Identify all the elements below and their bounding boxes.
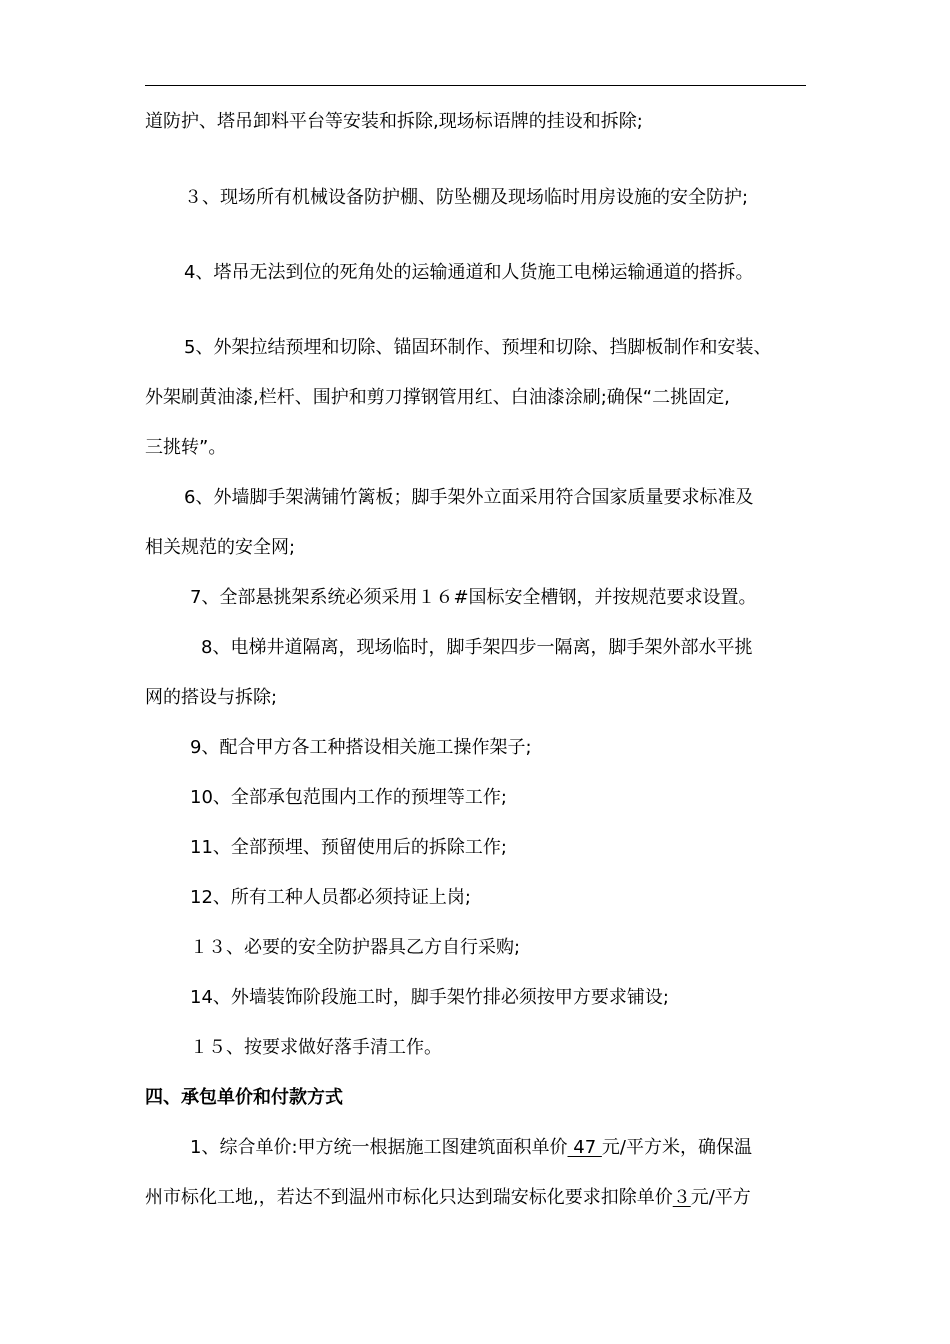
price-text-c: 州市标化工地,，若达不到温州市标化只达到瑞安标化要求扣除单价 xyxy=(145,1187,673,1208)
item-5-line-1: 5、外架拉结预埋和切除、锚固环制作、预埋和切除、挡脚板制作和安装、 xyxy=(184,337,772,358)
item-5-line-3: 三挑转”。 xyxy=(145,437,227,458)
unit-price-value: 47 xyxy=(567,1137,602,1158)
price-line-2 xyxy=(145,1186,751,1210)
item-15: １５、按要求做好落手清工作。 xyxy=(190,1037,442,1058)
text-line-1: 道防护、塔吊卸料平台等安装和拆除,现场标语牌的挂设和拆除; xyxy=(145,111,643,132)
deduction-value: ３ xyxy=(672,1187,691,1208)
item-6-line-1: 6、外墙脚手架满铺竹篱板；脚手架外立面采用符合国家质量要求标准及 xyxy=(184,487,754,508)
item-4: 4、塔吊无法到位的死角处的运输通道和人货施工电梯运输通道的搭拆。 xyxy=(184,262,754,283)
item-14: 14、外墙装饰阶段施工时，脚手架竹排必须按甲方要求铺设; xyxy=(190,987,669,1008)
price-line-1 xyxy=(190,1136,752,1160)
item-10: 10、全部承包范围内工作的预埋等工作; xyxy=(190,787,507,808)
header-rule xyxy=(145,85,806,86)
price-text-b: 元/平方米，确保温 xyxy=(601,1137,752,1158)
item-6-line-2: 相关规范的安全网; xyxy=(145,537,296,558)
item-8-line-1: 8、电梯井道隔离，现场临时，脚手架四步一隔离，脚手架外部水平挑 xyxy=(201,637,753,658)
item-5-line-2: 外架刷黄油漆,栏杆、围护和剪刀撑钢管用红、白油漆涂刷;确保“二挑固定, xyxy=(145,387,730,408)
item-11: 11、全部预埋、预留使用后的拆除工作; xyxy=(190,837,507,858)
price-text-a: 1、综合单价:甲方统一根据施工图建筑面积单价 xyxy=(190,1137,568,1158)
item-13: １３、必要的安全防护器具乙方自行采购; xyxy=(190,937,521,958)
item-7: 7、全部悬挑架系统必须采用１６#国标安全槽钢，并按规范要求设置。 xyxy=(190,587,757,608)
item-3: ３、现场所有机械设备防护棚、防坠棚及现场临时用房设施的安全防护; xyxy=(184,187,749,208)
section-heading: 四、承包单价和付款方式 xyxy=(145,1087,343,1108)
item-9: 9、配合甲方各工种搭设相关施工操作架子; xyxy=(190,737,532,758)
item-8-line-2: 网的搭设与拆除; xyxy=(145,687,278,708)
price-text-d: 元/平方 xyxy=(690,1187,751,1208)
item-12: 12、所有工种人员都必须持证上岗; xyxy=(190,887,471,908)
